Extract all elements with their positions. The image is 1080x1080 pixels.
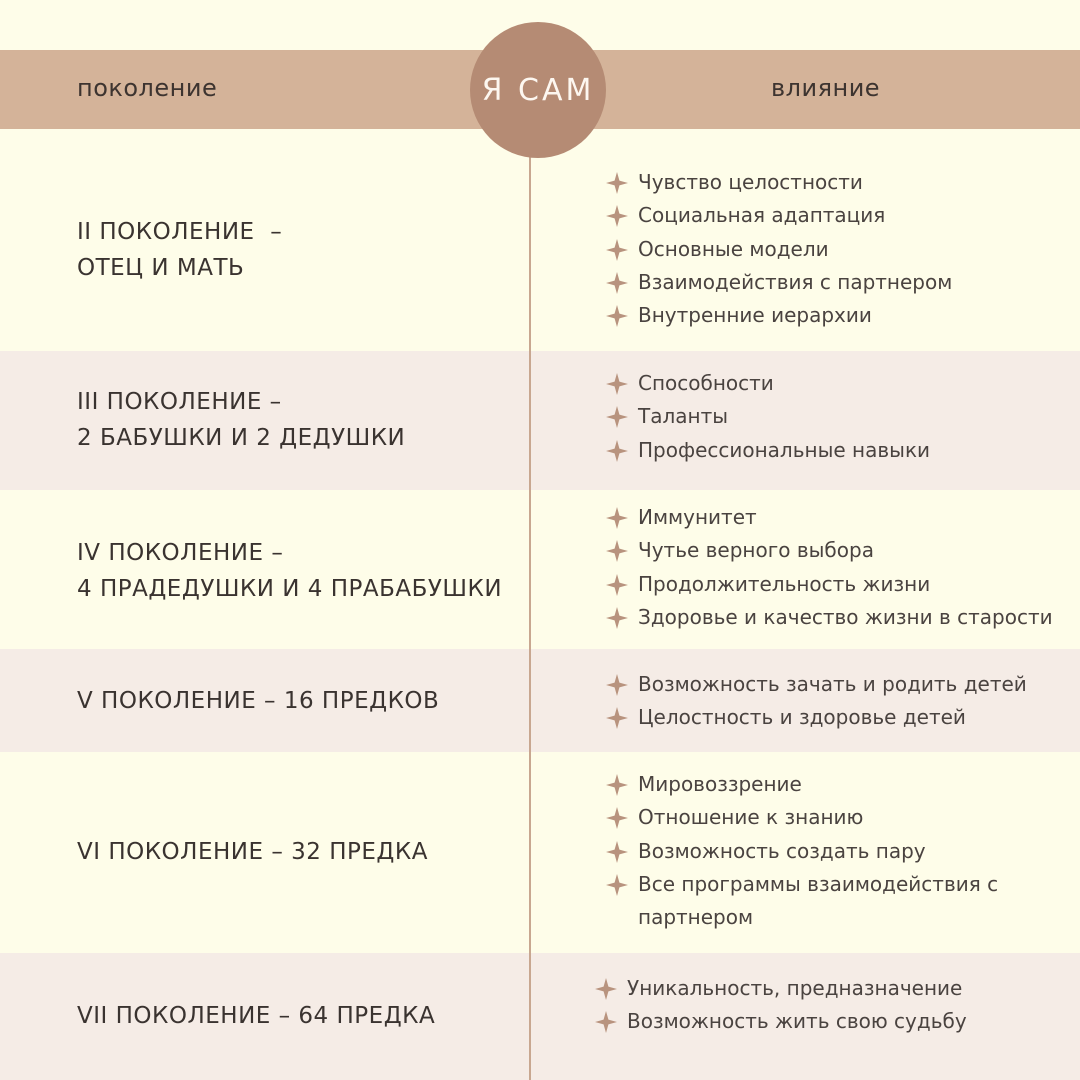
influence-list [606,166,952,332]
generation-row-7 [0,953,1080,1080]
influence-item: Внутренние иерархии [606,299,952,332]
influence-item: Иммунитет [606,501,1053,534]
influence-item: Возможность жить свою судьбу [595,1005,967,1038]
self-circle [470,22,606,158]
generation-row-4 [0,490,1080,649]
generation-title: V ПОКОЛЕНИЕ – 16 ПРЕДКОВ [77,688,440,714]
sparkle-star-icon [606,874,628,896]
influence-item: Отношение к знанию [606,801,998,834]
generation-row-2 [0,129,1080,351]
sparkle-star-icon [606,707,628,729]
sparkle-star-icon [606,841,628,863]
sparkle-star-icon [606,540,628,562]
influence-item: Таланты [606,400,930,433]
sparkle-star-icon [606,172,628,194]
generation-row-6 [0,752,1080,953]
influence-item: Чувство целостности [606,166,952,199]
influence-list [595,972,967,1039]
sparkle-star-icon [606,205,628,227]
generation-title: II ПОКОЛЕНИЕ – ОТЕЦ И МАТЬ [77,219,283,281]
sparkle-star-icon [606,674,628,696]
generation-title: IV ПОКОЛЕНИЕ – 4 ПРАДЕДУШКИ И 4 ПРАБАБУШКИ [77,540,503,602]
generation-title: VII ПОКОЛЕНИЕ – 64 ПРЕДКА [77,1003,436,1029]
influence-item: Основные модели [606,233,952,266]
generation-title: VI ПОКОЛЕНИЕ – 32 ПРЕДКА [77,839,428,865]
influence-item: Чутье верного выбора [606,534,1053,567]
sparkle-star-icon [595,1011,617,1033]
influence-item: Все программы взаимодействия с партнером [606,868,998,935]
influence-item: Здоровье и качество жизни в старости [606,601,1053,634]
sparkle-star-icon [606,807,628,829]
influence-list [606,668,1027,735]
influence-item: Возможность создать пару [606,835,998,868]
influence-item: Социальная адаптация [606,199,952,232]
influence-item: Мировоззрение [606,768,998,801]
sparkle-star-icon [606,272,628,294]
sparkle-star-icon [606,239,628,261]
influence-item: Целостность и здоровье детей [606,701,1027,734]
influence-item: Возможность зачать и родить детей [606,668,1027,701]
center-divider [529,129,531,1080]
sparkle-star-icon [606,305,628,327]
influence-list [606,501,1053,634]
sparkle-star-icon [606,574,628,596]
influence-item: Продолжительность жизни [606,568,1053,601]
sparkle-star-icon [595,978,617,1000]
influence-item: Уникальность, предназначение [595,972,967,1005]
generation-row-3 [0,351,1080,490]
sparkle-star-icon [606,774,628,796]
sparkle-star-icon [606,440,628,462]
generation-title: III ПОКОЛЕНИЕ – 2 БАБУШКИ И 2 ДЕДУШКИ [77,389,406,451]
influence-item: Способности [606,367,930,400]
influence-item: Взаимодействия с партнером [606,266,952,299]
sparkle-star-icon [606,607,628,629]
influence-list [606,768,998,934]
header-influence-label: влияние [771,74,881,102]
sparkle-star-icon [606,406,628,428]
sparkle-star-icon [606,507,628,529]
generation-row-5 [0,649,1080,752]
self-circle-label: Я САМ [481,72,595,108]
sparkle-star-icon [606,373,628,395]
influence-item: Профессиональные навыки [606,434,930,467]
header-generation-label: поколение [77,74,218,102]
influence-list [606,367,930,467]
